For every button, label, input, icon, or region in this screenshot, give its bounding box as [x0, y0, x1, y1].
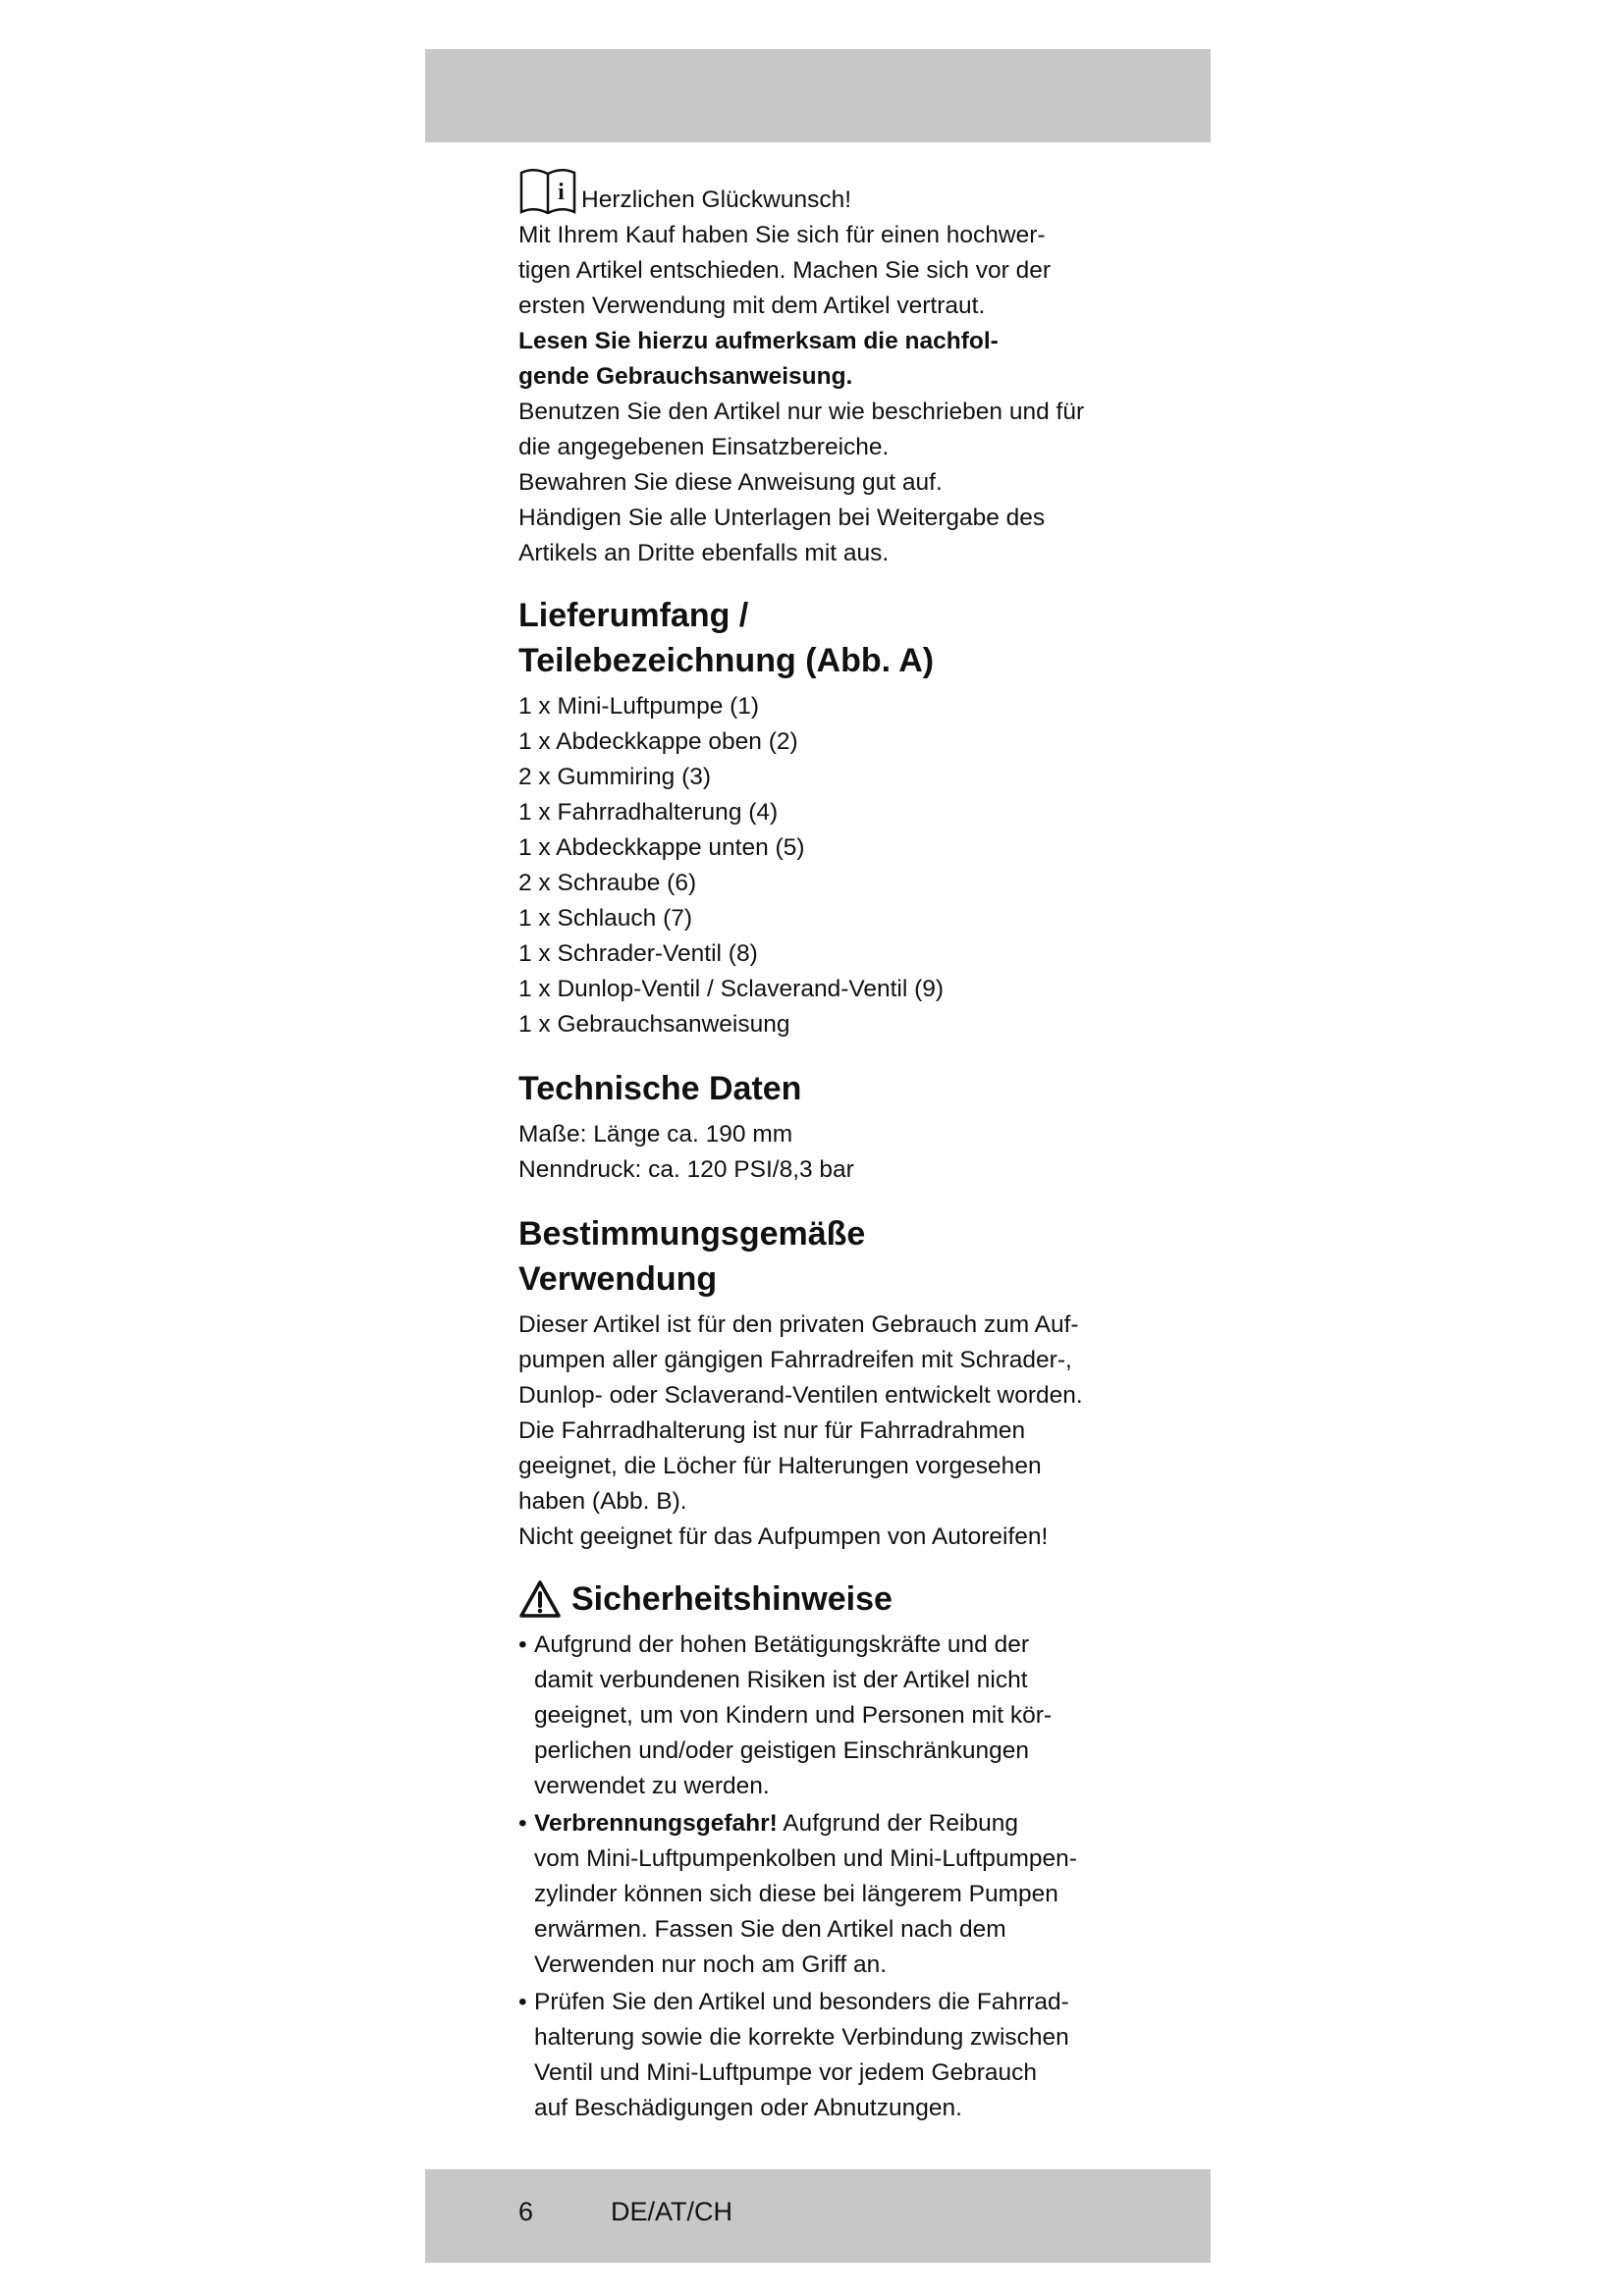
- svg-text:i: i: [558, 180, 565, 205]
- heading-line: Bestimmungsgemäße: [518, 1215, 866, 1253]
- intro-bold-line: gende Gebrauchsanweisung.: [518, 363, 853, 390]
- header-bar: [425, 49, 1211, 142]
- usage-line: haben (Abb. B).: [518, 1488, 687, 1515]
- intro-line: Benutzen Sie den Artikel nur wie beschrieben und für: [518, 399, 1085, 425]
- safety-item: [518, 1628, 1127, 1804]
- page-number: 6: [518, 2197, 534, 2226]
- warning-triangle-icon: [518, 1579, 562, 1619]
- list-item: 1 x Schlauch (7): [518, 905, 693, 932]
- heading-line: Verwendung: [518, 1260, 718, 1298]
- usage-line: Nicht geeignet für das Aufpumpen von Autoreifen!: [518, 1523, 1049, 1550]
- section-heading-bestimmung: [518, 1211, 1127, 1302]
- bullet-line: geeignet, um von Kindern und Personen mit kör-: [534, 1702, 1053, 1729]
- list-item: 2 x Schraube (6): [518, 870, 697, 896]
- usage-line: geeignet, die Löcher für Halterungen vorgesehen: [518, 1453, 1042, 1479]
- language-code: DE/AT/CH: [611, 2197, 733, 2226]
- usage-line: Die Fahrradhalterung ist nur für Fahrradrahmen: [518, 1417, 1026, 1444]
- bullet-line: halterung sowie die korrekte Verbindung zwischen: [534, 2024, 1069, 2051]
- safety-item: [518, 1985, 1127, 2126]
- intro-line: Artikels an Dritte ebenfalls mit aus.: [518, 540, 890, 566]
- list-item: 1 x Schrader-Ventil (8): [518, 940, 758, 967]
- bullet-line: vom Mini-Luftpumpenkolben und Mini-Luftpumpen-: [534, 1845, 1077, 1872]
- bullet-line: Prüfen Sie den Artikel und besonders die Fahrrad-: [534, 1989, 1069, 2015]
- list-item: 1 x Dunlop-Ventil / Sclaverand-Ventil (9): [518, 976, 945, 1002]
- list-item: 1 x Fahrradhalterung (4): [518, 799, 779, 826]
- section-heading-sicherheit: [518, 1576, 1127, 1622]
- bullet-line: Aufgrund der Reibung: [777, 1810, 1018, 1837]
- list-item: 1 x Abdeckkappe unten (5): [518, 834, 805, 861]
- intro-line: Händigen Sie alle Unterlagen bei Weitergabe des: [518, 505, 1046, 531]
- bullet-line: Verwenden nur noch am Griff an.: [534, 1951, 888, 1978]
- usage-line: pumpen aller gängigen Fahrradreifen mit Schrader-,: [518, 1347, 1072, 1373]
- intro-heading: [518, 167, 1127, 218]
- bullet-line: erwärmen. Fassen Sie den Artikel nach dem: [534, 1916, 1006, 1943]
- bullet-line: verwendet zu werden.: [534, 1773, 770, 1799]
- list-item: 1 x Mini-Luftpumpe (1): [518, 693, 760, 720]
- list-item: 1 x Abdeckkappe oben (2): [518, 728, 798, 755]
- tech-data-line: Nenndruck: ca. 120 PSI/8,3 bar: [518, 1156, 854, 1183]
- heading-line: Lieferumfang /: [518, 597, 749, 634]
- section-heading-technische-daten: Technische Daten: [518, 1070, 802, 1107]
- page-content: [518, 167, 1127, 2128]
- bullet-line: auf Beschädigungen oder Abnutzungen.: [534, 2095, 962, 2121]
- warning-label: Verbrennungsgefahr!: [534, 1810, 778, 1837]
- bullet-line: Aufgrund der hohen Betätigungskräfte und der: [534, 1631, 1029, 1658]
- tech-data-line: Maße: Länge ca. 190 mm: [518, 1121, 793, 1148]
- section-heading-lieferumfang: [518, 593, 1127, 683]
- intro-bold-line: Lesen Sie hierzu aufmerksam die nachfol-: [518, 328, 999, 354]
- intro-line: tigen Artikel entschieden. Machen Sie sich vor der: [518, 257, 1052, 284]
- usage-line: Dieser Artikel ist für den privaten Gebrauch zum Auf-: [518, 1311, 1079, 1338]
- intro-line: Mit Ihrem Kauf haben Sie sich für einen hochwer-: [518, 222, 1046, 248]
- parts-list: [518, 689, 1127, 1042]
- bullet-line: Ventil und Mini-Luftpumpe vor jedem Gebrauch: [534, 2059, 1038, 2086]
- safety-item: [518, 1806, 1127, 1983]
- intro-line: ersten Verwendung mit dem Artikel vertraut.: [518, 293, 986, 319]
- intro-line: die angegebenen Einsatzbereiche.: [518, 434, 890, 460]
- safety-list: [518, 1628, 1127, 2126]
- list-item: 2 x Gummiring (3): [518, 764, 712, 790]
- usage-line: Dunlop- oder Sclaverand-Ventilen entwickelt worden.: [518, 1382, 1083, 1409]
- bullet-line: zylinder können sich diese bei längerem Pumpen: [534, 1881, 1058, 1907]
- intro-title: Herzlichen Glückwunsch!: [581, 187, 852, 213]
- list-item: 1 x Gebrauchsanweisung: [518, 1011, 790, 1038]
- heading-line: Teilebezeichnung (Abb. A): [518, 642, 935, 679]
- intro-line: Bewahren Sie diese Anweisung gut auf.: [518, 469, 943, 496]
- section-title: Sicherheitshinweise: [571, 1580, 893, 1618]
- footer-bar: [425, 2169, 1211, 2263]
- bullet-line: damit verbundenen Risiken ist der Artikel nicht: [534, 1667, 1028, 1693]
- info-book-icon: [518, 167, 577, 218]
- bullet-line: perlichen und/oder geistigen Einschränkungen: [534, 1737, 1029, 1764]
